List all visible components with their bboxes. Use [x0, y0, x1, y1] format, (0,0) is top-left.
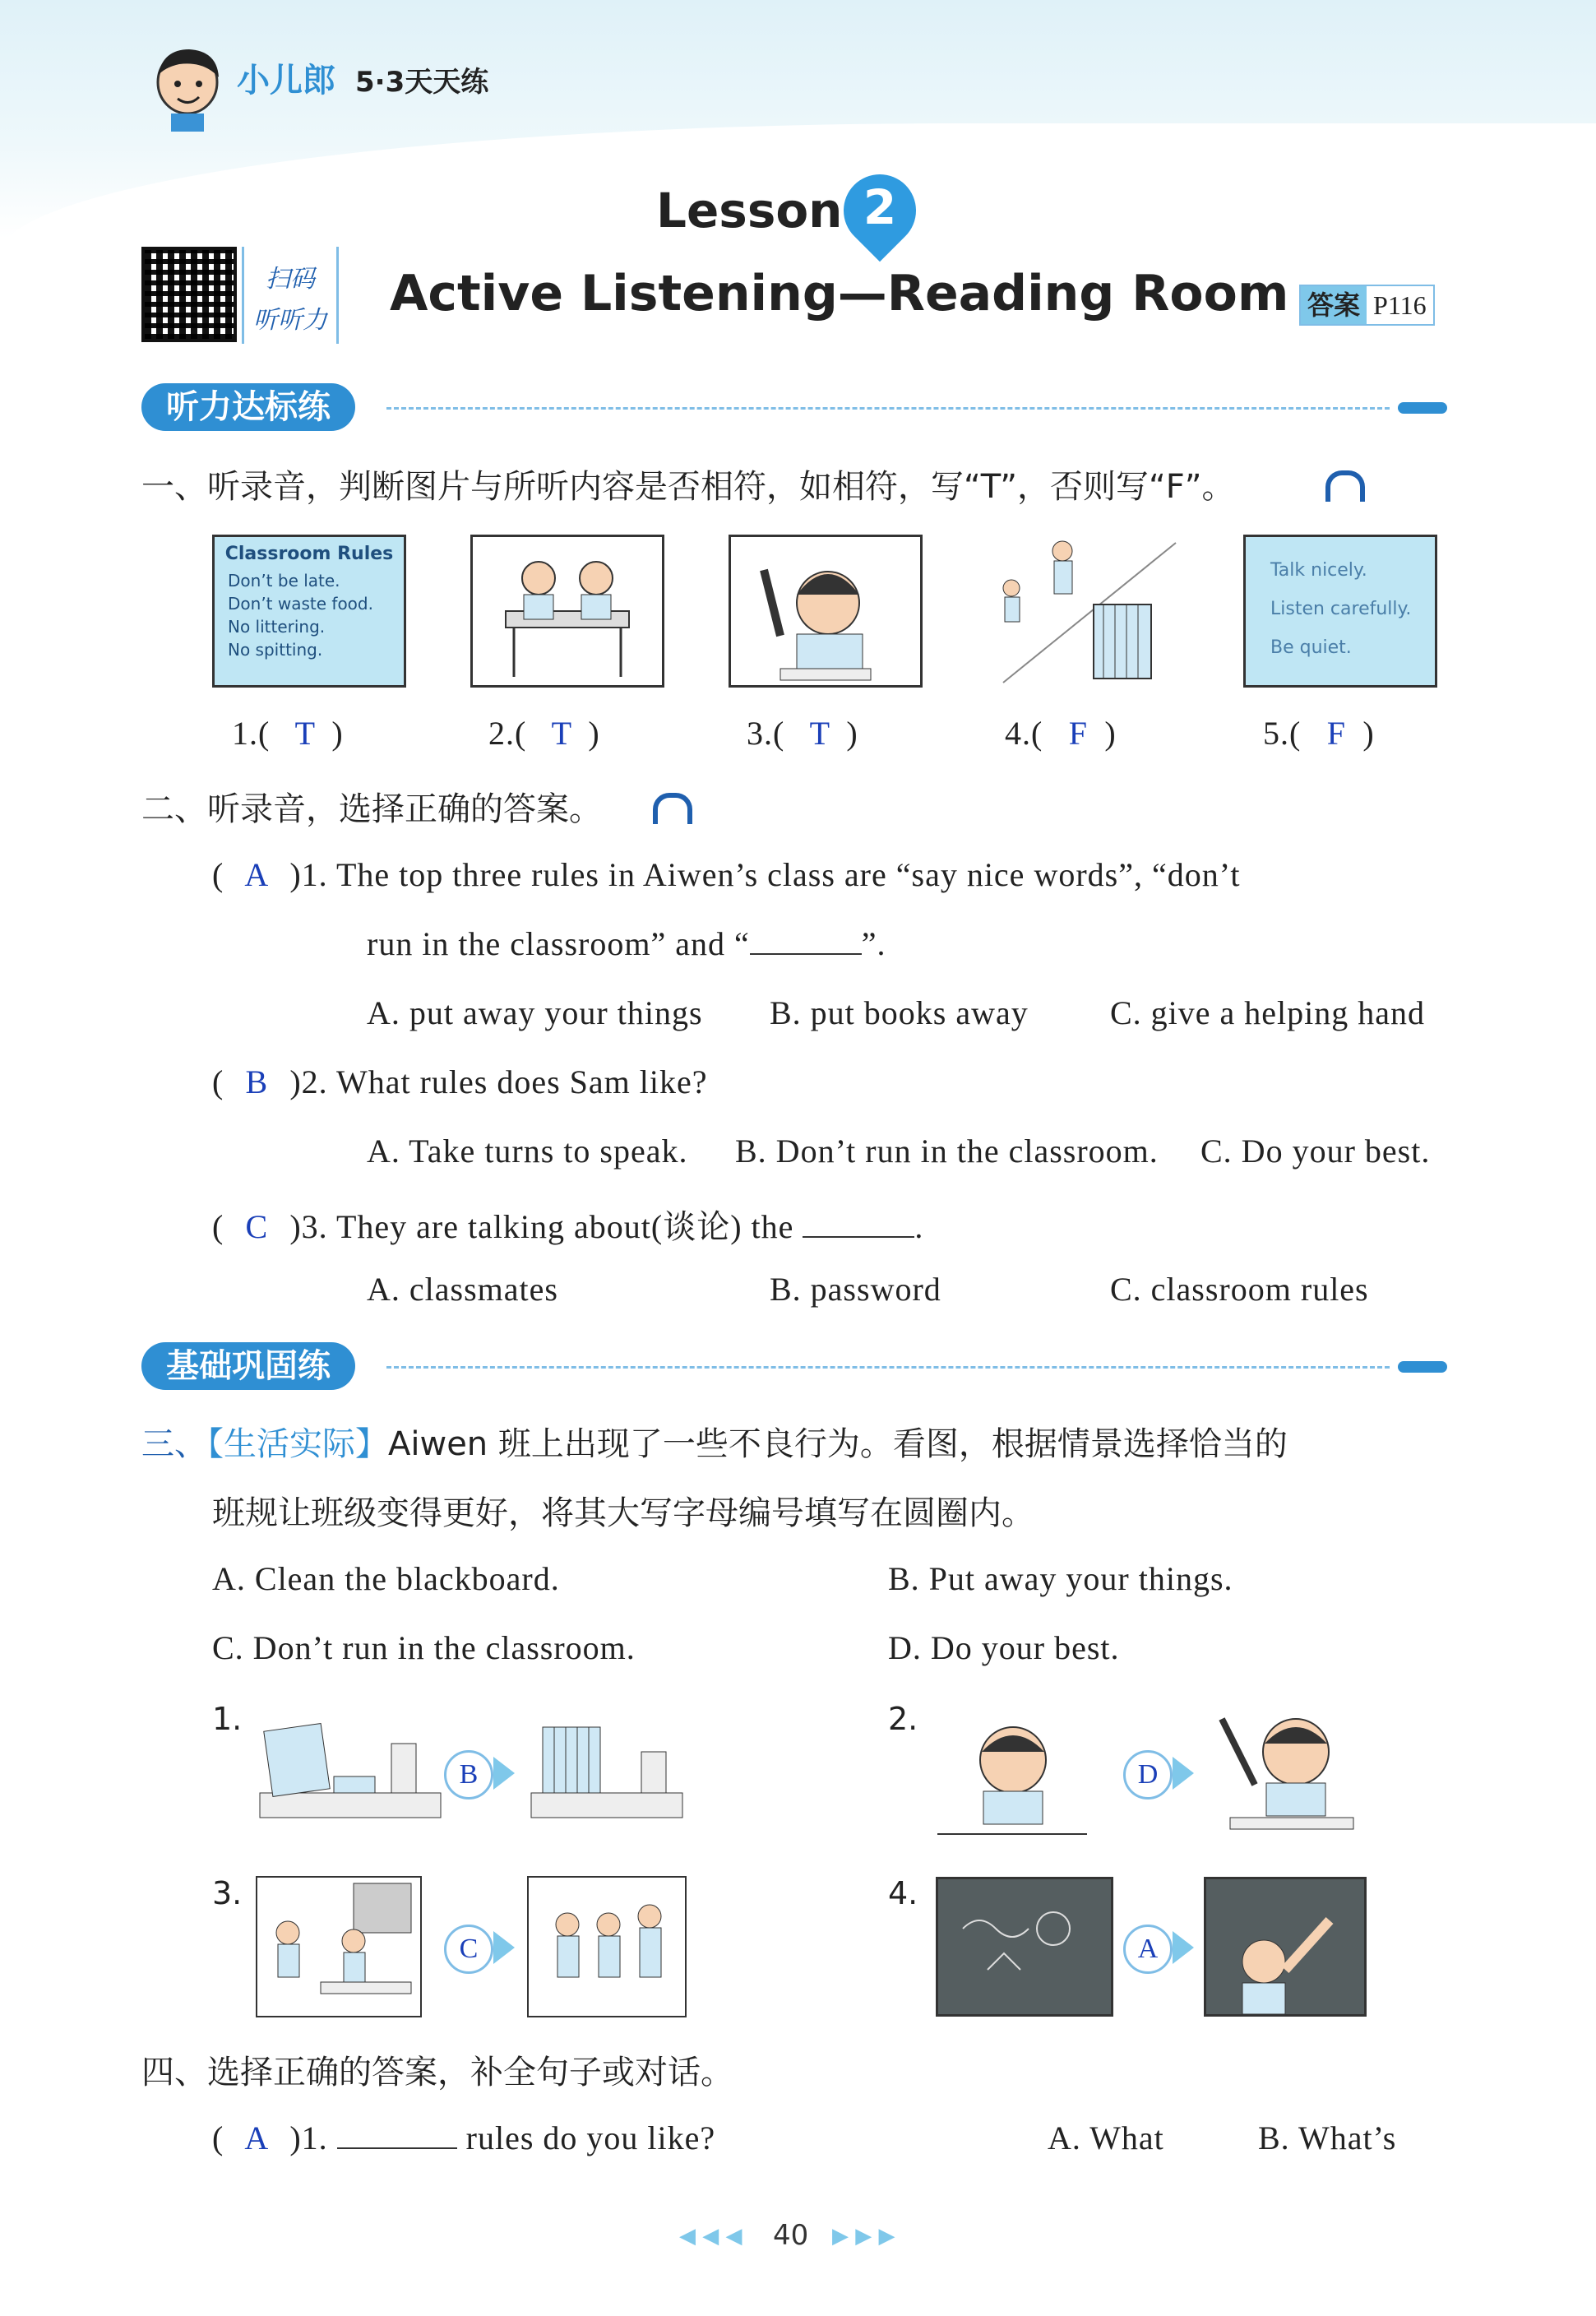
q2-heading-text: 二、听录音，选择正确的答案。 — [141, 790, 602, 828]
q3-answer-2[interactable]: D — [1123, 1750, 1173, 1800]
lesson-number: 2 — [863, 179, 897, 235]
q4-option-b[interactable]: B. What’s — [1258, 2119, 1397, 2156]
q2-option[interactable]: C. Do your best. — [1200, 1133, 1431, 1170]
sign5-line: Be quiet. — [1270, 637, 1352, 658]
lesson-title: Active Listening—Reading Room — [390, 265, 1289, 322]
q2-no-1: )1. — [289, 856, 328, 893]
q2-item-2: ( B )2. What rules does Sam like? — [212, 1063, 708, 1100]
q1-answer-value[interactable]: T — [809, 715, 831, 752]
q3-picture-3-after — [526, 1875, 687, 2018]
q2-text-1: The top three rules in Aiwen’s class are “say nice words”, “don’t — [335, 856, 1241, 893]
q1-heading-text: 一、听录音，判断图片与所听内容是否相符，如相符，写“T”，否则写“F”。 — [141, 468, 1235, 506]
q2-item-1: ( A )1. The top three rules in Aiwen’s class are “say nice words”, “don’t — [212, 856, 1241, 893]
q3-item-no: 3. — [212, 1875, 243, 1911]
q2-answer-3[interactable]: C — [245, 1208, 269, 1245]
lesson-word: Lesson — [656, 183, 843, 239]
q1-picture-2 — [470, 535, 664, 688]
q1-answer-no: 2. — [488, 715, 515, 752]
brand-logo: 小儿郎 — [237, 62, 335, 100]
section-listening: 听力达标练 — [141, 383, 355, 431]
q2-option[interactable]: A. Take turns to speak. — [367, 1133, 688, 1170]
section-basic: 基础巩固练 — [141, 1342, 355, 1390]
q1-answer-2: 2.( T ) — [488, 715, 600, 752]
q1-picture-3 — [729, 535, 923, 688]
q4-option-a[interactable]: A. What — [1048, 2119, 1164, 2156]
q2-blank-1[interactable] — [750, 952, 862, 955]
q3-heading — [141, 1418, 1288, 1465]
sign5-line: Talk nicely. — [1270, 560, 1367, 581]
q3-option: A. Clean the blackboard. — [212, 1560, 560, 1597]
q3-heading-tag: 【生活实际】 — [207, 1425, 388, 1463]
q1-answer-value[interactable]: F — [1068, 715, 1088, 752]
qr-label-line1: 扫码 — [266, 266, 315, 293]
answer-label: 答案 — [1301, 286, 1367, 324]
q1-answer-value[interactable]: F — [1326, 715, 1346, 752]
q2-option[interactable]: B. Don’t run in the classroom. — [735, 1133, 1159, 1170]
q4-heading — [141, 2046, 733, 2093]
q4-answer-1[interactable]: A — [244, 2119, 270, 2156]
q2-text-3b: . — [914, 1208, 924, 1245]
arrow-icon — [493, 1931, 515, 1964]
footer-left-arrows: ◀ ◀ ◀ — [679, 2224, 742, 2249]
q1-answer-no: 1. — [232, 715, 258, 752]
rules-sign-line: No spitting. — [228, 640, 323, 660]
arrow-icon — [493, 1757, 515, 1790]
q3-heading-prefix: 三、 — [141, 1425, 207, 1463]
q1-answer-value[interactable]: T — [551, 715, 573, 752]
q1-answer-no: 5. — [1263, 715, 1289, 752]
footer-right-arrows: ▶ ▶ ▶ — [832, 2224, 895, 2249]
q2-answer-1[interactable]: A — [244, 856, 270, 893]
q1-answer-1: 1.( T ) — [232, 715, 344, 752]
q2-item-3: ( C )3. They are talking about(谈论) the . — [212, 1208, 924, 1245]
q1-answer-4: 4.( F ) — [1005, 715, 1117, 752]
q1-answer-no: 3. — [747, 715, 773, 752]
q3-picture-3-before — [255, 1875, 423, 2018]
q3-option: B. Put away your things. — [888, 1560, 1233, 1597]
qr-label — [242, 247, 339, 344]
q2-option[interactable]: B. put books away — [770, 994, 1029, 1031]
q2-text-2: What rules does Sam like? — [335, 1063, 708, 1100]
q4-blank-1[interactable] — [337, 2147, 457, 2149]
q4-item-1: ( A )1. rules do you like? — [212, 2119, 716, 2156]
q3-picture-4-before — [936, 1877, 1113, 2017]
q2-text-3: They are talking about(谈论) the — [335, 1208, 794, 1245]
q2-option[interactable]: C. classroom rules — [1110, 1271, 1369, 1308]
q3-item-no: 1. — [212, 1701, 243, 1737]
q3-picture-2-before — [934, 1711, 1090, 1842]
q1-picture-5 — [1243, 535, 1437, 688]
q1-answer-value[interactable]: T — [294, 715, 317, 752]
q2-item-1-line2 — [367, 924, 886, 963]
q2-text-1b: run in the classroom” and “ — [367, 925, 750, 962]
q3-picture-1-after — [526, 1711, 687, 1826]
q2-option[interactable]: A. put away your things — [367, 994, 703, 1031]
q2-heading — [141, 783, 602, 830]
q3-answer-3[interactable]: C — [444, 1925, 493, 1974]
rules-sign-line: No littering. — [228, 617, 326, 637]
q3-picture-2-after — [1205, 1702, 1370, 1842]
q2-option[interactable]: C. give a helping hand — [1110, 994, 1426, 1031]
q2-no-2: )2. — [289, 1063, 328, 1100]
q3-heading-line2: 班规让班级变得更好，将其大写字母编号填写在圆圈内。 — [212, 1494, 1034, 1532]
q2-text-1c: ”. — [861, 925, 886, 962]
q3-heading-line1: Aiwen 班上出现了一些不良行为。看图，根据情景选择恰当的 — [388, 1425, 1288, 1463]
series-title: 5·3天天练 — [355, 66, 489, 99]
section-divider-end — [1398, 402, 1447, 414]
q2-answer-2[interactable]: B — [245, 1063, 269, 1100]
rules-sign-line: Don’t waste food. — [228, 594, 373, 614]
q2-no-3: )3. — [289, 1208, 328, 1245]
rules-sign-title: Classroom Rules — [224, 544, 394, 564]
q2-blank-3[interactable] — [803, 1235, 914, 1238]
q4-text-1: rules do you like? — [465, 2119, 716, 2156]
section-divider — [386, 1366, 1390, 1369]
q3-answer-1[interactable]: B — [444, 1750, 493, 1800]
q1-picture-1 — [212, 535, 406, 688]
qr-code-icon[interactable] — [141, 247, 237, 342]
q1-picture-4 — [987, 526, 1184, 687]
rules-sign-line: Don’t be late. — [228, 571, 340, 591]
headphone-icon[interactable] — [1325, 470, 1365, 502]
q1-answer-5: 5.( F ) — [1263, 715, 1375, 752]
q3-item-no: 4. — [888, 1875, 918, 1911]
q1-answer-no: 4. — [1005, 715, 1031, 752]
q3-picture-4-after — [1204, 1877, 1367, 2017]
sign5-line: Listen carefully. — [1270, 599, 1412, 619]
headphone-icon[interactable] — [653, 793, 692, 824]
q2-option[interactable]: A. classmates — [367, 1271, 558, 1308]
section-divider — [386, 407, 1390, 410]
answer-badge — [1299, 285, 1435, 326]
q3-option: C. Don’t run in the classroom. — [212, 1629, 636, 1666]
q3-option: D. Do your best. — [888, 1629, 1120, 1666]
section-divider-end — [1398, 1361, 1447, 1373]
q3-item-no: 2. — [888, 1701, 918, 1737]
q4-no-1: )1. — [289, 2119, 328, 2156]
q2-option[interactable]: B. password — [770, 1271, 941, 1308]
arrow-icon — [1173, 1757, 1194, 1790]
q1-answer-3: 3.( T ) — [747, 715, 858, 752]
answer-page: P116 — [1367, 286, 1433, 324]
q4-heading-text: 四、选择正确的答案，补全句子或对话。 — [141, 2054, 733, 2091]
q3-answer-4[interactable]: A — [1123, 1925, 1173, 1974]
qr-label-line2: 听听力 — [253, 307, 327, 334]
mascot-icon — [146, 43, 229, 133]
q1-heading — [141, 461, 1234, 507]
arrow-icon — [1173, 1931, 1194, 1964]
q3-picture-1-before — [252, 1711, 446, 1826]
page-number: 40 — [773, 2219, 809, 2252]
